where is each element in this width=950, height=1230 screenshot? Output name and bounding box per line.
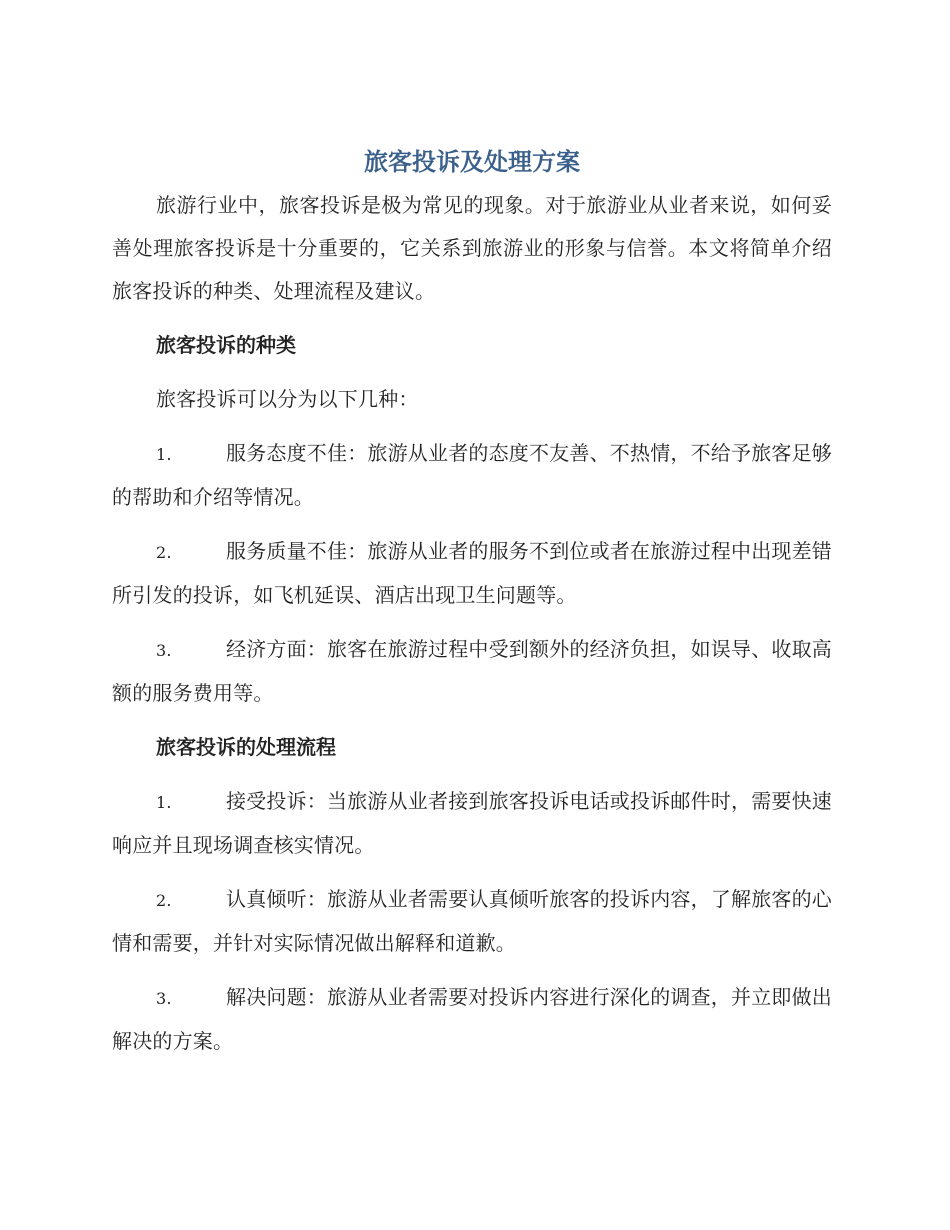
section-heading-types: 旅客投诉的种类 — [156, 333, 296, 357]
list-item — [112, 976, 832, 1063]
spacer — [112, 617, 832, 628]
spacer — [112, 367, 832, 378]
spacer — [112, 769, 832, 780]
list-item — [112, 530, 832, 617]
list-number: 2. — [156, 543, 172, 562]
spacer — [112, 313, 832, 324]
list-item — [112, 878, 832, 965]
list-item-text: 解决问题：旅游从业者需要对投诉内容进行深化的调查，并立即做出解决的方案。 — [112, 985, 832, 1053]
spacer — [112, 519, 832, 530]
list-number: 3. — [156, 989, 172, 1008]
list-item-text: 服务态度不佳：旅游从业者的态度不友善、不热情，不给予旅客足够的帮助和介绍等情况。 — [112, 441, 832, 509]
spacer — [112, 421, 832, 432]
list-number: 2. — [156, 891, 172, 910]
list-number: 1. — [156, 445, 172, 464]
list-number: 1. — [156, 793, 172, 812]
spacer — [112, 965, 832, 976]
section-lead-types: 旅客投诉可以分为以下几种： — [156, 387, 419, 411]
list-item — [112, 628, 832, 715]
list-number: 3. — [156, 641, 172, 660]
list-item-text: 认真倾听：旅游从业者需要认真倾听旅客的投诉内容，了解旅客的心情和需要，并针对实际情况做出解释和道歉。 — [112, 887, 832, 955]
document-title: 旅客投诉及处理方案 — [364, 148, 580, 176]
intro-paragraph: 旅游行业中，旅客投诉是极为常见的现象。对于旅游业从业者来说，如何妥善处理旅客投诉是十分重要的，它关系到旅游业的形象与信誉。本文将简单介绍旅客投诉的种类、处理流程及建议。 — [112, 193, 832, 303]
list-item — [112, 432, 832, 519]
list-item — [112, 780, 832, 867]
list-item-text: 服务质量不佳：旅游从业者的服务不到位或者在旅游过程中出现差错所引发的投诉，如飞机延误、酒店出现卫生问题等。 — [112, 539, 832, 607]
list-item-text: 经济方面：旅客在旅游过程中受到额外的经济负担，如误导、收取高额的服务费用等。 — [112, 637, 832, 705]
spacer — [112, 867, 832, 878]
section-heading-process: 旅客投诉的处理流程 — [156, 735, 336, 759]
document-page — [112, 140, 832, 1063]
spacer — [112, 715, 832, 726]
list-item-text: 接受投诉：当旅游从业者接到旅客投诉电话或投诉邮件时，需要快速响应并且现场调查核实情况。 — [112, 789, 832, 857]
